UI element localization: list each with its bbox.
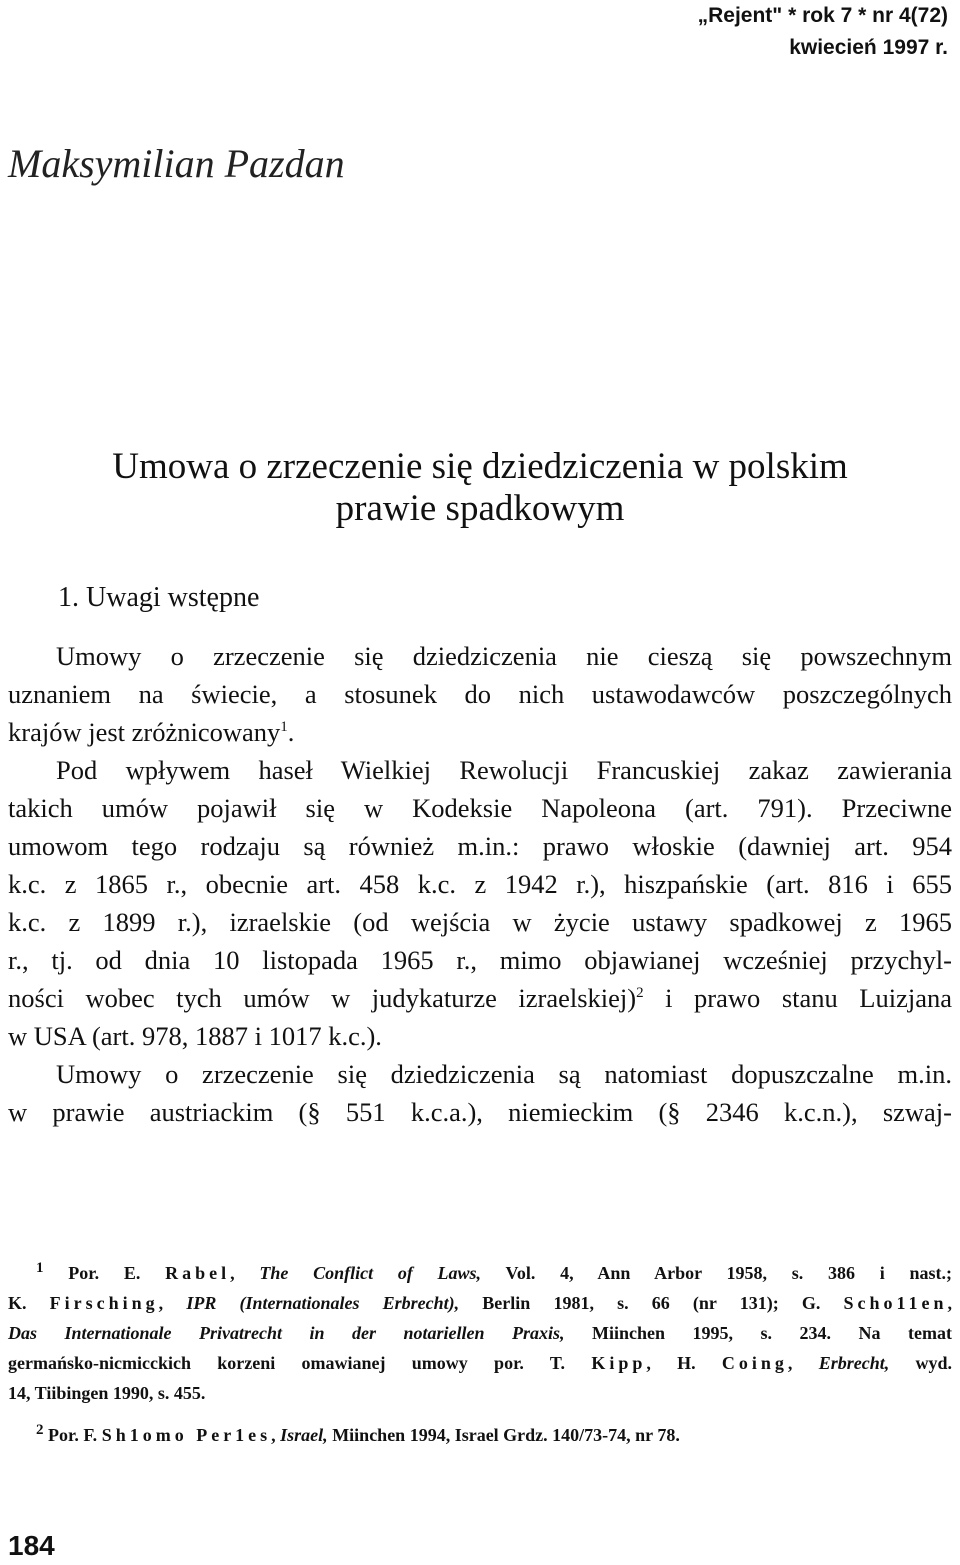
fn-text: 14, Tiibingen 1990, s. 455.	[8, 1383, 206, 1403]
journal-date-line: kwiecień 1997 r.	[789, 36, 948, 59]
footnote-ref-2[interactable]: 2	[636, 985, 644, 1002]
fn-text: , H.	[646, 1353, 722, 1373]
footnote-number: 2	[36, 1422, 44, 1438]
fn-text: ,	[230, 1263, 260, 1283]
body-line: k.c. z 1899 r.), izraelskie (od wejścia w życie ustawy spadkowej z 1965	[8, 907, 952, 937]
body-line	[8, 713, 952, 751]
fn-text: ,	[271, 1425, 281, 1445]
fn-book-title: IPR (Internationales Erbrecht),	[186, 1293, 460, 1313]
footnote-ref-1[interactable]: 1	[280, 719, 288, 736]
footnote-1-line	[8, 1348, 952, 1378]
footnote-spacer	[8, 1408, 952, 1420]
fn-text: wyd.	[889, 1353, 953, 1373]
body-text-span: ności wobec tych umów w judykaturze izraelskiej)	[8, 983, 637, 1013]
footnote-2-line	[8, 1420, 952, 1450]
fn-author: Rabel	[165, 1263, 231, 1283]
section-heading: 1. Uwagi wstępne	[58, 582, 260, 613]
body-line: r., tj. od dnia 10 listopada 1965 r., mimo objawianej wcześniej przychyl-	[8, 945, 952, 975]
fn-text: Por. F.	[48, 1425, 102, 1445]
fn-text: ,	[158, 1293, 187, 1313]
page-number: 184	[8, 1530, 55, 1561]
body-line: uznaniem na świecie, a stosunek do nich ustawodawców poszczególnych	[8, 679, 952, 709]
fn-author: Firsching	[49, 1293, 159, 1313]
footnote-number: 1	[36, 1260, 44, 1276]
body-text-span: krajów jest zróżnicowany	[8, 717, 281, 747]
journal-issue-line: „Rejent" * rok 7 * nr 4(72)	[697, 4, 948, 27]
fn-author: Scho11en	[843, 1293, 948, 1313]
journal-header	[698, 0, 948, 64]
body-line: Pod wpływem haseł Wielkiej Rewolucji Francuskiej zakaz zawierania	[56, 755, 952, 785]
fn-book-title: Das Internationale Privatrecht in der notariellen Praxis,	[8, 1323, 565, 1343]
fn-text: ,	[787, 1353, 819, 1373]
body-line: Umowy o zrzeczenie się dziedziczenia są natomiast dopuszczalne m.in.	[56, 1059, 952, 1089]
fn-text: Berlin 1981, s. 66 (nr 131); G.	[459, 1293, 844, 1313]
body-text-span: .	[287, 717, 295, 747]
body-line: Umowy o zrzeczenie się dziedziczenia nie cieszą się powszechnym	[56, 641, 952, 671]
fn-text: Miinchen 1995, s. 234. Na temat	[564, 1323, 952, 1343]
fn-book-title: Erbrecht,	[818, 1353, 890, 1373]
footnote-1-line	[8, 1258, 952, 1288]
body-line: k.c. z 1865 r., obecnie art. 458 k.c. z 1942 r.), hiszpańskie (art. 816 i 655	[8, 869, 952, 899]
footnote-1-line	[8, 1318, 952, 1348]
body-line	[8, 979, 952, 1017]
fn-author: Coing	[721, 1353, 788, 1373]
fn-text: K.	[8, 1293, 50, 1313]
fn-text: Miinchen 1994, Israel Grdz. 140/73-74, nr 78.	[327, 1425, 680, 1445]
author-name: Maksymilian Pazdan	[8, 141, 345, 186]
body-text-span: i prawo stanu Luizjana	[643, 983, 952, 1013]
footnote-1-line	[8, 1378, 952, 1408]
body-line: takich umów pojawił się w Kodeksie Napoleona (art. 791). Przeciwne	[8, 793, 952, 823]
footnotes	[8, 1258, 952, 1450]
fn-book-title: Israel,	[280, 1425, 328, 1445]
fn-text: ,	[947, 1293, 953, 1313]
title-line-2: prawie spadkowym	[335, 488, 625, 529]
fn-book-title: The Conflict of Laws,	[259, 1263, 482, 1283]
body-line: w USA (art. 978, 1887 i 1017 k.c.).	[8, 1021, 382, 1051]
body-text	[8, 637, 952, 1131]
fn-text: Por. E.	[68, 1263, 166, 1283]
fn-author: Kipp	[591, 1353, 647, 1373]
body-line: w prawie austriackim (§ 551 k.c.a.), niemieckim (§ 2346 k.c.n.), szwaj-	[8, 1097, 952, 1127]
fn-text: germańsko-nicmicckich korzeni omawianej umowy por. T.	[8, 1353, 592, 1373]
footnote-1-line	[8, 1288, 952, 1318]
body-line: umowom tego rodzaju są również m.in.: prawo włoskie (dawniej art. 954	[8, 831, 952, 861]
fn-text: Vol. 4, Ann Arbor 1958, s. 386 i nast.;	[481, 1263, 952, 1283]
article-title	[0, 446, 960, 530]
fn-author: Sh1omo Per1es	[101, 1425, 272, 1445]
title-line-1: Umowa o zrzeczenie się dziedziczenia w polskim	[112, 446, 848, 487]
